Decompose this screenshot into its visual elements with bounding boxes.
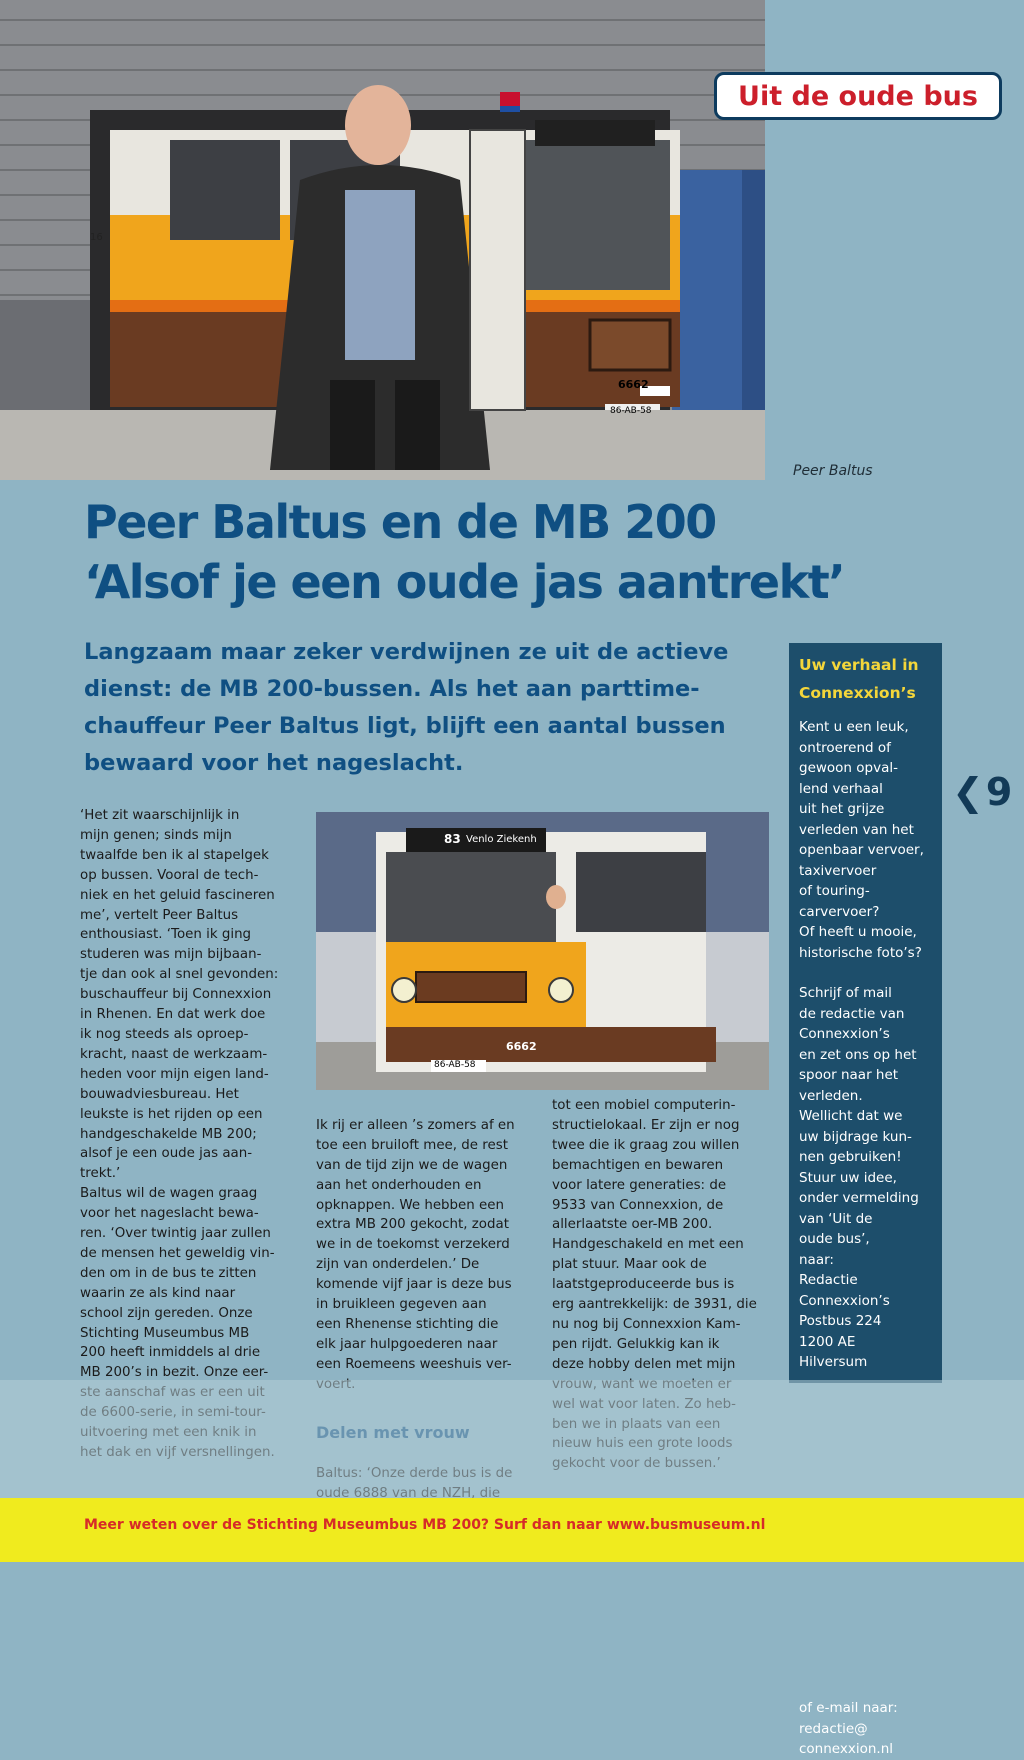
page-number-value: 9 (985, 770, 1013, 814)
footer-text (84, 1517, 765, 1533)
headline-line-1: Peer Baltus en de MB 200 (84, 495, 716, 549)
body-column-1: ‘Het zit waarschijnlijk in mijn genen; sinds mijn twaalfde ben ik al stapelgek op bussen. Vooral de tech- niek en het geluid fascineren me’, vertelt Peer Baltus enthousiast. ‘Toen ik ging studeren was mijn bijbaan- tje dan ook al snel gevonden: buschauffeur bij Connexxion in Rhenen. En dat werk doe ik nog steeds als oproep- kracht, naast de werkzaam- heden voor mijn eigen land- bouwadviesbureau. Het leukste is het rijden op een handgeschakelde MB 200; alsof je een oude jas aan- trekt.’ Baltus wil de wagen graag voor het nageslacht bewa- ren. ‘Over twintig jaar zullen de mensen het geweldig vin- den om in de bus te zitten waarin ze als kind naar school zijn gereden. Onze Stichting Museumbus MB 200 heeft inmiddels al drie MB 200’s in bezit. Onze eer- (80, 808, 279, 1381)
bus-license-plate: 86-AB-58 (434, 1060, 476, 1070)
body-column-2-text: Ik rij er alleen ’s zomers af en toe een bruiloft mee, de rest van de tijd zijn we de wagen aan het onderhouden en opknappen. We hebben een extra MB 200 gekocht, zodat we in de toekomst verzekerd zijn van onderdelen.’ De komende vijf jaar is deze bus in bruikleen gegeven aan een Rhenense stichting die elk jaar hulpgoederen naar een Roemeens weeshuis ver- (316, 1117, 515, 1372)
body-column-3: tot een mobiel computerin- structielokaal. Er zijn er nog twee die ik graag zou willen bemachtigen en bewaren voor latere generaties: de 9533 van Connexxion, de allerlaatste oer-MB 200. Handgeschakeld en met een plat stuur. Maar ook de laatstgeproduceerde bus is erg aantrekkelijk: de 3931, die nu nog bij Connexxion Kam- pen rijdt. Gelukkig kan ik deze hobby delen met mijn (552, 1098, 757, 1372)
texture-band (0, 1380, 1024, 1498)
headline-line-2: ‘Alsof je een oude jas aantrekt’ (84, 555, 845, 609)
bus-license-plate: 86-AB-58 (610, 406, 652, 416)
photo-peer-baltus-with-bus (0, 0, 765, 480)
section-tag: Uit de oude bus (714, 72, 1002, 120)
chevron-left-icon: ❮ (952, 770, 984, 814)
route-destination: Venlo Ziekenh (466, 834, 537, 845)
page-number (952, 770, 1012, 814)
sidebar-email: of e-mail naar: redactie@ connexxion.nl (799, 1700, 898, 1757)
sidebar-paragraph-1: Kent u een leuk, ontroerend of gewoon opval- lend verhaal uit het grijze verleden van het openbaar vervoer, taxivervoer of touring- carvervoer? Of heeft u mooie, historische foto’s? (799, 719, 924, 961)
article-intro: Langzaam maar zeker verdwijnen ze uit de actieve dienst: de MB 200-bussen. Als het aan parttime-chauffeur Peer Baltus ligt, blijft een aantal bussen bewaard voor het nageslacht. (84, 639, 729, 776)
footer-text-question: Meer weten over de Stichting Museumbus MB 200? (84, 1517, 490, 1533)
bus-fleet-number: 6662 (506, 1040, 537, 1053)
route-number: 83 (444, 832, 461, 846)
photo-bus-front (316, 812, 769, 1090)
sidebar-uw-verhaal (789, 643, 942, 1757)
garage-door-number: 16 (90, 232, 103, 243)
footer-banner (0, 1498, 1024, 1562)
bus-fleet-number: 6662 (618, 378, 649, 391)
sidebar-paragraph-2: Schrijf of mail de redactie van Connexxion’s en zet ons op het spoor naar het verleden. Wellicht dat we uw bijdrage kun- nen gebruiken! Stuur uw idee, onder vermelding van ‘Uit de oude bus’, naar: Redactie Connexxion’s Postbus 224 1200 AE Hilversum (799, 985, 919, 1370)
footer-text-surf: Surf dan naar (489, 1517, 607, 1533)
article-headline (84, 492, 944, 612)
bus-front-illustration (316, 812, 769, 1090)
photo-caption: Peer Baltus (793, 463, 873, 479)
footer-website-link[interactable]: www.busmuseum.nl (606, 1517, 766, 1533)
sidebar-title: Uw verhaal in Connexxion’s (799, 656, 919, 702)
